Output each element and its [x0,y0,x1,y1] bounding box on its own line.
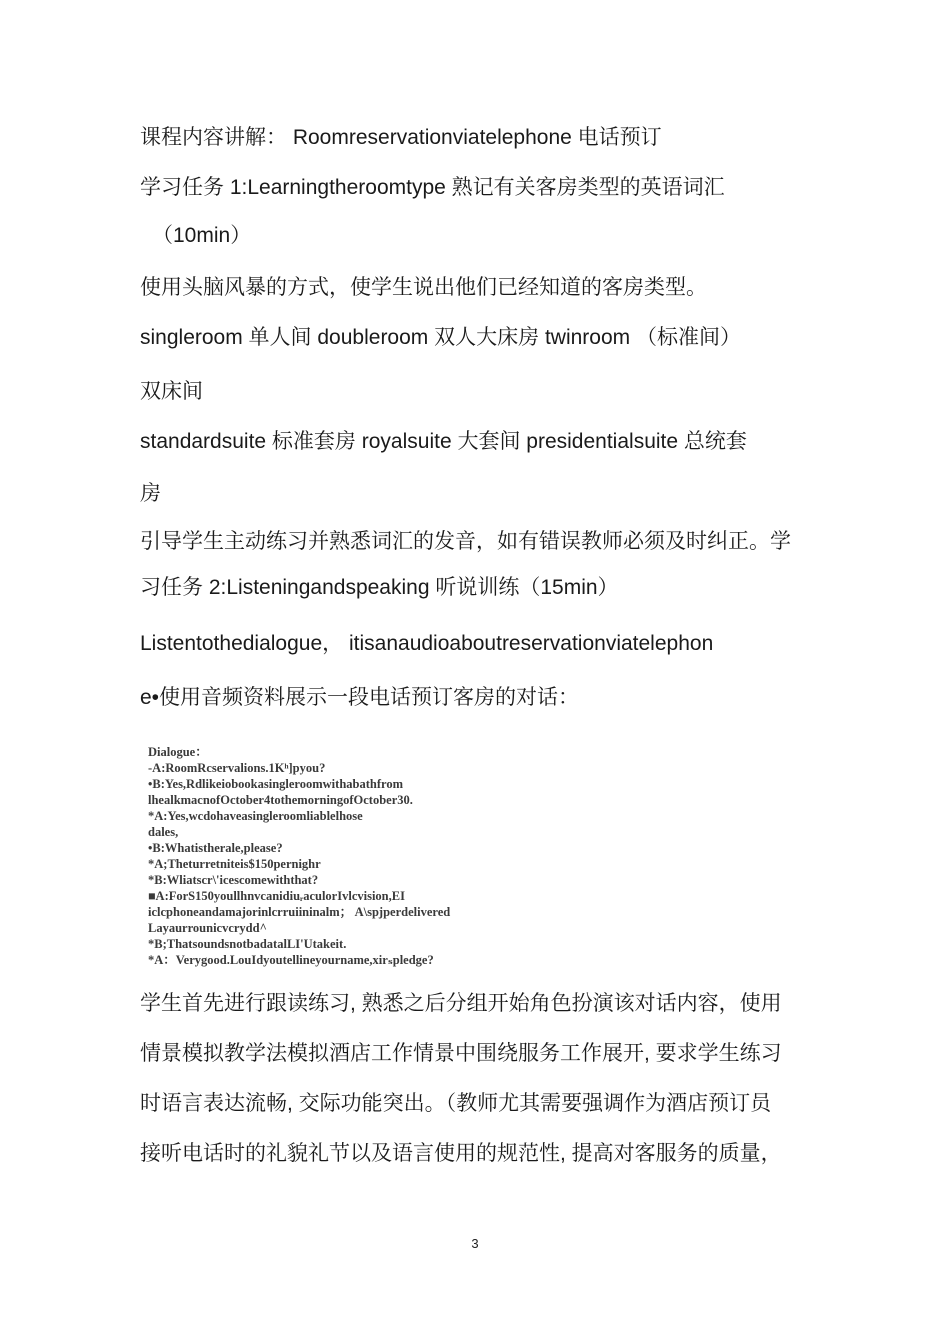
dialogue-line: dales, [148,825,179,839]
page-number: 3 [471,1236,479,1251]
text-line: Listentothedialogue， itisanaudioaboutreservationviatelephon [140,632,714,655]
dialogue-line: *A:Yes,wcdohaveasingleroomliablelhose [148,809,363,823]
text-line: （10min） [152,224,252,247]
text-line: 双床间 [140,380,203,403]
text-line: 学生首先进行跟读练习, 熟悉之后分组开始角色扮演该对话内容，使用 [140,992,782,1015]
dialogue-line: ■A:ForS150youllhnvcanidiuᵣaculorIvlcvision,EI [148,889,405,903]
dialogue-line: *B:Wliatscr\'icescomewiththat? [148,873,319,887]
text-line: 引导学生主动练习并熟悉词汇的发音，如有错误教师必须及时纠正。学 [140,530,791,553]
dialogue-line: -A:RoomRcservalions.1Kʰ]pyou? [148,761,326,775]
dialogue-line: *B;ThatsoundsnotbadatalLI'Utakeit. [148,937,347,951]
dialogue-line: •B:Yes,Rdlikeiobookasingleroomwithabathfrom [148,777,403,791]
dialogue-line: *A;Theturretniteis$150pernighr [148,857,321,871]
text-line: 情景模拟教学法模拟酒店工作情景中围绕服务工作展开, 要求学生练习 [140,1042,782,1065]
text-line: 学习任务 1:Learningtheroomtype 熟记有关客房类型的英语词汇 [140,176,725,199]
text-line: 习任务 2:Listeningandspeaking 听说训练（15min） [140,576,619,599]
text-line: singleroom 单人间 doubleroom 双人大床房 twinroom （标准间） [140,326,741,349]
dialogue-line: *A：Verygood.LouIdyoutellineyourname,xirₛpledge? [148,953,434,967]
text-line: 课程内容讲解： Roomreservationviatelephone 电话预订 [140,126,662,149]
dialogue-image [148,744,450,968]
dialogue-line: lhealkmacnofOctober4tothemorningofOctober30. [148,793,413,807]
text-line: e•使用音频资料展示一段电话预订客房的对话： [140,686,580,709]
dialogue-line: Dialogue： [148,745,208,759]
text-line: 房 [140,482,161,505]
text-line: standardsuite 标准套房 royalsuite 大套间 presidentialsuite 总统套 [140,430,747,453]
dialogue-line: iclcphoneandamajorinlcrruiininalm； A\spjperdelivered [148,905,451,919]
dialogue-line: •B:Whatistherale,please? [148,841,283,855]
text-line: 时语言表达流畅, 交际功能突出。（教师尤其需要强调作为酒店预订员 [140,1092,772,1115]
text-line: 接听电话时的礼貌礼节以及语言使用的规范性, 提高对客服务的质量， [140,1142,782,1165]
text-line: 使用头脑风暴的方式，使学生说出他们已经知道的客房类型。 [140,276,707,299]
dialogue-line: Layaurrounicvcrydd^ [148,921,267,935]
